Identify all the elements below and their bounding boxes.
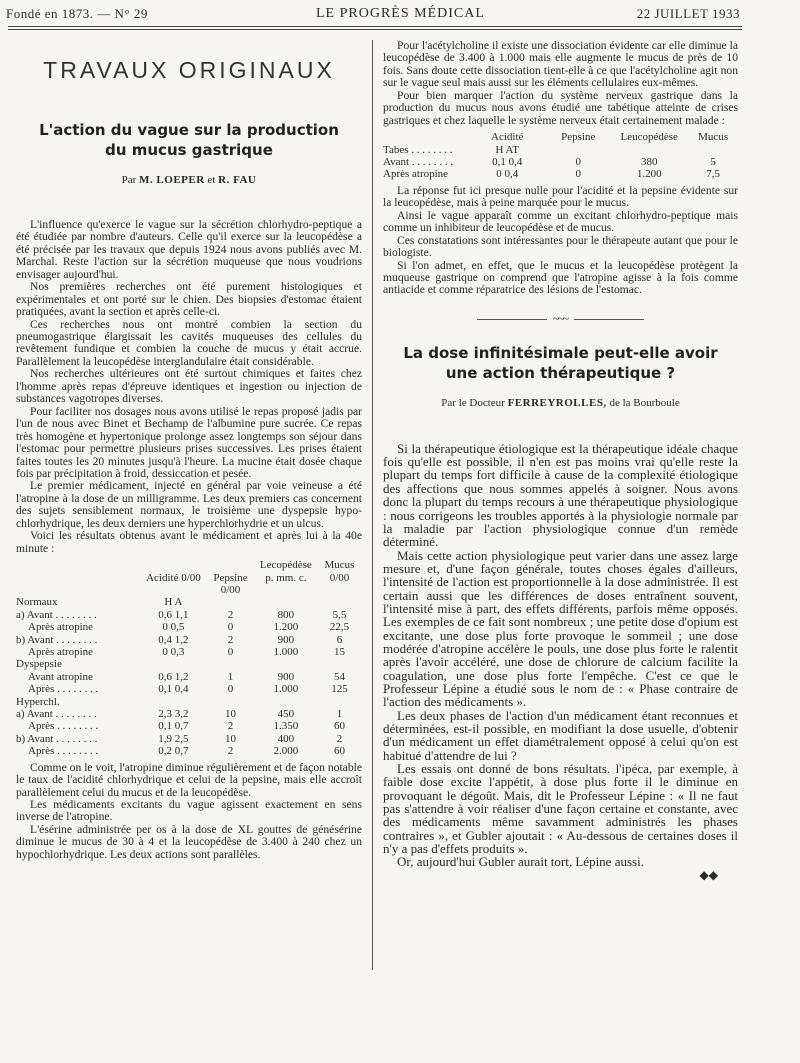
paragraph: La réponse fut ici presque nulle pour l'acidité et la pepsine évidente sur la leucopédèse, mais à peine marquée pour le mucus. xyxy=(383,183,738,210)
column-rule xyxy=(372,40,373,970)
paragraph: Le premier médicament, injecté en général par voie veineuse a été l'atropine à la dose de un milligramme. Les deux premiers cas concernent des sujets sensiblement normaux, le troisième une dyspepsie hypo-chlorhydrique, les deux derniers une hyperchlorhydrie et un ulcus. xyxy=(16,479,362,530)
article1-title-line1: L'action du vague sur la production xyxy=(39,121,339,140)
table-cell xyxy=(206,559,254,571)
table-cell: 1.200 xyxy=(636,168,662,181)
table-cell xyxy=(141,658,207,670)
table-cell: 1.000 xyxy=(273,645,299,658)
table-row xyxy=(16,720,362,732)
article1-body-part2 xyxy=(16,762,362,862)
table-cell xyxy=(255,658,317,670)
byline-suffix: de la Bourboule xyxy=(609,397,680,410)
article2-title-line1: La dose infinitésimale peut-elle avoir xyxy=(403,344,718,363)
table-row xyxy=(16,609,362,621)
table-cell xyxy=(206,658,254,670)
article2-title xyxy=(383,343,738,383)
table-cell: Leucopédèse xyxy=(620,131,678,144)
end-of-article-mark: ◆◆ xyxy=(699,867,718,882)
table-cell: 0,2 0,7 xyxy=(158,745,189,758)
table-cell: Après atropine xyxy=(28,645,94,658)
table-cell: 7,5 xyxy=(706,168,720,181)
table-header-row xyxy=(16,572,362,597)
table-cell: 0 0,5 xyxy=(162,621,185,634)
table-cell: 60 xyxy=(334,720,345,733)
paragraph: Pour l'acétylcholine il existe une dissociation évidente car elle diminue la leucopédèse de 3.400 à 1.000 mais elle augmente le mucus de près de 10 fois. Sans doute cette dissociation tient-elle à ce que l'acétylcholine agit non sur le vague seul mais aussi sur les éléments cellulaires eux-mêmes. xyxy=(383,39,738,90)
paragraph: Voici les résultats obtenus avant le médicament et après lui à la 40e minute : xyxy=(16,529,362,555)
table-cell: 2 xyxy=(227,633,234,646)
table-row xyxy=(16,745,362,757)
table-cell: Acidité 0/00 xyxy=(146,571,201,584)
paragraph: Si l'on admet, en effet, que le mucus et la leucopédèse protègent la muqueuse gastrique on comprend que l'atropine agisse à la fois comme antiacide et comme réparatrice des lésions de l'estomac. xyxy=(383,258,738,297)
header-journal-title: LE PROGRÈS MÉDICAL xyxy=(316,6,485,21)
table-cell: a) Avant . . . . . . . . xyxy=(16,708,97,721)
table-cell: H AT xyxy=(495,143,519,156)
table-cell xyxy=(688,144,738,156)
header-date: 22 JUILLET 1933 xyxy=(636,6,740,21)
table-cell xyxy=(383,131,468,143)
table-cell: Tabes . . . . . . . . xyxy=(383,143,453,156)
table-cell xyxy=(610,144,688,156)
paragraph: Pour bien marquer l'action du système nerveux gastrique dans la production du mucus nous avons étudié une tabétique atteinte de crises gastriques et chez laquelle le système nerveux était certainement malade : xyxy=(383,88,738,127)
table-cell: 0 0,3 xyxy=(162,645,185,658)
table-cell: 0 xyxy=(227,683,234,696)
paragraph: Nos recherches ultérieures ont été surtout chimiques et faites chez l'homme après repas d'épreuve identiques et ingestion ou injection de substances vagotropes diverses. xyxy=(16,367,362,406)
table-cell xyxy=(317,596,362,608)
table-row xyxy=(383,156,738,168)
table-cell xyxy=(546,144,610,156)
table-cell: 2 xyxy=(227,608,234,621)
table-cell: 60 xyxy=(334,745,345,758)
table-cell: p. mm. c. xyxy=(265,571,307,584)
table-cell: Après atropine xyxy=(28,621,94,634)
table-cell: 15 xyxy=(334,645,345,658)
table-cell: 800 xyxy=(277,608,295,621)
table-row xyxy=(16,683,362,695)
paragraph: Ces recherches nous ont montré combien la section du pneumogastrique élargissait les cavités muqueuses des cellules du revêtement fundique et combien la couche de mucus y était accrue. Parallèlement la leucopédèse interglandulaire était considérable. xyxy=(16,317,362,368)
article1-title-line2: du mucus gastrique xyxy=(105,141,273,160)
table-cell: Dyspepsie xyxy=(16,658,62,671)
table-cell: 0/00 xyxy=(329,571,350,584)
table-header-row xyxy=(383,131,738,143)
article1-body-part1 xyxy=(16,219,362,555)
table-cell: Après . . . . . . . . xyxy=(28,720,99,733)
table-cell: 2 xyxy=(336,732,343,745)
header-founded: Fondé en 1873. — N° 29 xyxy=(6,6,148,21)
byline-prefix: Par le Docteur xyxy=(441,397,505,410)
table-cell: 0,1 0,4 xyxy=(492,155,523,168)
table-cell: 0 xyxy=(227,645,234,658)
table-cell: 5,5 xyxy=(332,608,347,621)
table-cell: 0 xyxy=(575,155,581,168)
table-cell: b) Avant . . . . . . . . xyxy=(16,633,98,646)
table-cell: 2.000 xyxy=(273,745,299,758)
table-cell: Mucus xyxy=(698,131,729,144)
table-cell: Après . . . . . . . . xyxy=(28,745,99,758)
table-cell: 5 xyxy=(710,155,716,168)
table-cell: 900 xyxy=(277,633,295,646)
article2-body xyxy=(383,442,738,869)
article1-title xyxy=(16,120,362,160)
paragraph: Les médicaments excitants du vague agissent exactement en sens inverse de l'atropine. xyxy=(16,798,362,824)
table-cell: Après atropine xyxy=(383,168,449,181)
paragraph: Comme on le voit, l'atropine diminue régulièrement et de façon notable le taux de l'acidité chlorhydrique et celui de la pepsine, mais elle accroît parallèlement celui du mucus et de la leucopédèse. xyxy=(16,760,362,799)
paragraph: Mais cette action physiologique peut varier dans une assez large mesure et, d'une façon générale, toutes choses égales d'ailleurs, l'intensité de l'action est proportionnelle à la dose administrée. Il est certain aussi que les différences de doses entraînent souvent, l'intensité mise à part, des effets différents, parfois même opposés. Les exemples de ce fait sont nombreux ; une petite dose d'opium est excitante, une dose plus forte provoque le sommeil ; une dose modérée d'atropine accélère le pouls, une dose plus forte le ralentit après l'avoir accéléré, une dose de chlorure de calcium facilite la coagulation, une dose plus forte l'empêche. C'est ce que le Professeur Lépine a étudié sous le nom de : « Phase contraire de l'action des médicaments ». xyxy=(383,547,738,710)
table-cell xyxy=(255,596,317,608)
paragraph: Pour faciliter nos dosages nous avons utilisé le repas proposé jadis par l'un de nous avec Binet et Bechamp de l'albumine pure sucrée. Ce repas très homogène et hypertonique prolonge assez longtemps son séjour dans l'estomac pour permettre plusieurs prises successives. Les prises étaient faites toutes les 20 minutes jusqu'à l'heure. La mucine était dosée chaque fois par précipitation à froid, dessiccation et pesée. xyxy=(16,404,362,480)
separator-line xyxy=(477,319,547,320)
paragraph: L'influence qu'exerce le vague sur la sécrétion chlorhydro-peptique a été étudiée par nombre d'auteurs. Celle qu'il exerce sur la leucopédèse a été précisée par les travaux que depuis 1924 nous avons publiés avec M. Marchal. Reste l'action sur la sécrétion muqueuse que nous voudrions envisager aujourd'hui. xyxy=(16,217,362,281)
table-row xyxy=(16,646,362,658)
table-row xyxy=(383,168,738,180)
table-cell: 22,5 xyxy=(329,621,350,634)
table-cell: 1,9 2,5 xyxy=(158,732,189,745)
table-cell: 1.000 xyxy=(273,683,299,696)
article1-byline xyxy=(16,174,362,186)
byline-prefix: Par xyxy=(121,174,137,187)
table-row xyxy=(16,596,362,608)
author-name: M. LOEPER xyxy=(139,174,205,187)
table-cell: 0,1 0,4 xyxy=(158,683,189,696)
paragraph: Nos premières recherches ont été purement histologiques et expérimentales et ont porté sur le chien. Des biopsies d'estomac étaient pratiquées, avant la section et après celle-ci. xyxy=(16,280,362,319)
article1-body-continued xyxy=(383,40,738,127)
article2 xyxy=(383,343,738,881)
table-cell: 2 xyxy=(227,745,234,758)
running-header xyxy=(6,6,740,24)
table-cell: 0,6 1,1 xyxy=(158,608,189,621)
table-cell: 10 xyxy=(225,732,237,745)
table-cell: Normaux xyxy=(16,596,58,609)
table-cell: b) Avant . . . . . . . . xyxy=(16,732,98,745)
table-row xyxy=(16,658,362,670)
table-cell: 1 xyxy=(336,708,343,721)
table-cell xyxy=(317,696,362,708)
table-cell: Pepsine 0/00 xyxy=(213,571,248,596)
table-cell: Avant . . . . . . . . xyxy=(383,155,454,168)
right-column xyxy=(383,40,738,881)
author-name: FERREYROLLES, xyxy=(507,397,607,410)
table-cell xyxy=(206,696,254,708)
table-cell: 450 xyxy=(277,708,295,721)
table-row xyxy=(16,634,362,646)
table-cell: Pepsine xyxy=(561,131,596,144)
paragraph: Ces constatations sont intéressantes pour le thérapeute autant que pour le biologiste. xyxy=(383,233,738,260)
table-cell xyxy=(206,596,254,608)
table-cell: 1.350 xyxy=(273,720,299,733)
table-cell: Mucus xyxy=(324,559,355,572)
section-title: TRAVAUX ORIGINAUX xyxy=(43,57,335,83)
table-cell: 54 xyxy=(334,670,345,683)
paragraph: Les deux phases de l'action d'un médicament étant reconnues et déterminées, est-il possible, en modifiant la dose usuelle, d'obtenir d'un médicament un effet diamétralement opposé à celui qu'on est habitué d'attendre de lui ? xyxy=(383,707,738,763)
table-row xyxy=(16,671,362,683)
table-cell: H A xyxy=(164,596,183,609)
table-cell: 0 xyxy=(575,168,581,181)
table-header-row xyxy=(16,559,362,571)
table-row xyxy=(383,144,738,156)
paragraph: Les essais ont donné de bons résultats. l'ipéca, par exemple, à faible dose excite l'appétit, à dose plus forte il le diminue en provoquant le dégoût. Mais, dit le Professeur Lépine : « Il ne faut pas s'attendre à voir réaliser d'une façon certaine et constante, avec des médicaments même savamment administrés les phases contraires », et Gubler ajoutait : « Au-dessous de certaines doses il n'y a pas d'effets produits ». xyxy=(383,761,738,857)
table-cell: 2 xyxy=(227,720,234,733)
table-cell xyxy=(16,559,141,571)
table-cell: Avant atropine xyxy=(28,670,93,683)
table-row xyxy=(16,708,362,720)
table-cell: 0 0,4 xyxy=(496,168,519,181)
table-cell: 900 xyxy=(277,670,295,683)
table-cell: 380 xyxy=(640,155,658,168)
paragraph: L'ésérine administrée per os à la dose de XL gouttes de génésérine diminue le mucus de 30 à 4 et la leucopédèse de 3.400 à 240 chez un hypochlorhydrique. Les deux actions sont parallèles. xyxy=(16,822,362,861)
table-cell xyxy=(141,696,207,708)
table-cell xyxy=(141,559,207,571)
article2-title-line2: une action thérapeutique ? xyxy=(445,364,676,383)
separator-line xyxy=(574,319,644,320)
table-cell: 125 xyxy=(331,683,348,696)
byline-and: et xyxy=(207,174,216,187)
table-cell xyxy=(255,696,317,708)
table-cell: 6 xyxy=(336,633,343,646)
section-separator xyxy=(383,313,738,325)
tabes-table xyxy=(383,131,738,181)
table-cell xyxy=(317,658,362,670)
table-cell: 400 xyxy=(277,732,295,745)
paragraph: Or, aujourd'hui Gubler aurait tort, Lépine aussi. xyxy=(397,854,644,870)
table-cell xyxy=(16,572,141,597)
article1-body-part3 xyxy=(383,185,738,297)
table-cell: a) Avant . . . . . . . . xyxy=(16,608,97,621)
header-rule xyxy=(8,26,742,27)
table-cell: Hyperchl. xyxy=(16,695,60,708)
article2-byline xyxy=(383,397,738,409)
table-cell: 0,1 0,7 xyxy=(158,720,189,733)
table-cell: Après . . . . . . . . xyxy=(28,683,99,696)
table-row xyxy=(16,733,362,745)
table-cell: 10 xyxy=(225,708,237,721)
table-cell: 1.200 xyxy=(273,621,299,634)
table-cell: 0 xyxy=(227,621,234,634)
author-name: R. FAU xyxy=(218,174,257,187)
table-cell: 2,3 3,2 xyxy=(158,708,189,721)
paragraph: Ainsi le vague apparaît comme un excitant chlorhydro-peptique mais comme un inhibiteur de leucopédèse et de mucus. xyxy=(383,208,738,235)
table-row xyxy=(16,621,362,633)
table-cell: 1 xyxy=(227,670,234,683)
results-table xyxy=(16,559,362,758)
paragraph: Si la thérapeutique étiologique est la thérapeutique idéale chaque fois qu'elle est possible, il n'en est pas moins vrai qu'elle reste la plupart du temps fort difficile à cause de la complexité étiologique des affections que nous sommes appelés à soigner. Nous avons donc la plupart du temps recours à une thérapeutique physiologique : nous corrigeons les troubles apportés à la physiologie normale par la maladie par l'action physiologique connue d'un remède déterminé. xyxy=(383,440,738,550)
flourish-icon: ~~~ xyxy=(553,312,568,325)
header-rule-double xyxy=(8,29,742,30)
table-row xyxy=(16,696,362,708)
table-cell: 0,4 1,2 xyxy=(158,633,189,646)
table-cell: Acidité xyxy=(491,131,524,144)
table-cell: 0,6 1,2 xyxy=(158,670,189,683)
table-cell: Lecopédèse xyxy=(259,559,312,572)
left-column xyxy=(16,40,362,861)
